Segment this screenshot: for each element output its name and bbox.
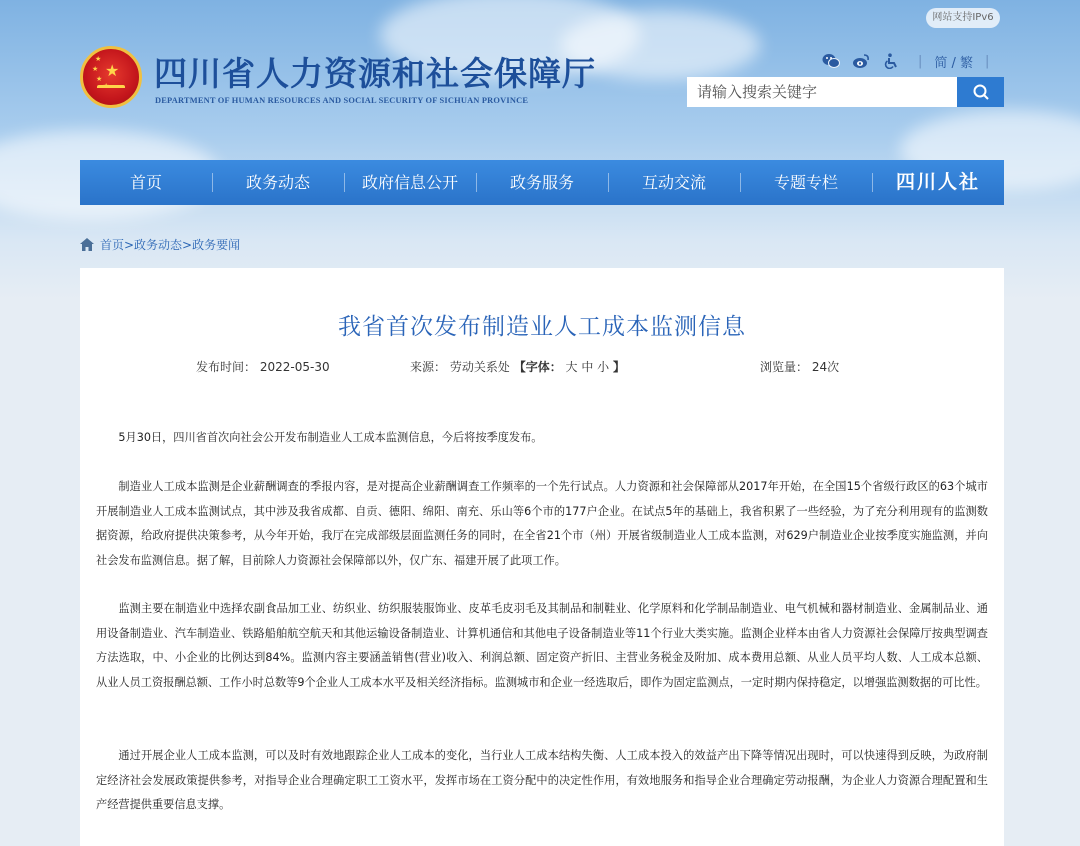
article-paragraph-3: 监测主要在制造业中选择农副食品加工业、纺织业、纺织服装服饰业、皮革毛皮羽毛及其制品和制鞋业、化学原料和化学制品制造业、电气机械和器材制造业、金属制品业、通用设备制造业、汽车制造业、铁路船舶航空航天和其他运输设备制造业、计算机通信和其他电子设备制造业等11个行业大类实施。监测企业样本由省人力资源社会保障厅按典型调查方法选取，中、小企业的比例达到84%。监测内容主要涵盖销售(营业)收入、利润总额、固定资产折旧、主营业务税金及附加、成本费用总额、从业人员平均人数、人工成本总额、从业人员工资报酬总额、工作小时总数等9个企业人工成本水平及相关经济指标。监测城市和企业一经选取后，即作为固定监测点，一定时期内保持稳定，以增强监测数据的可比性。: [96, 602, 988, 689]
search-button[interactable]: [957, 77, 1004, 107]
nav-item-sichuan-hrss-logo[interactable]: 四川人社: [872, 160, 1004, 205]
font-size-switch[interactable]: 大 中 小: [565, 360, 610, 374]
article-paragraph-4: 通过开展企业人工成本监测，可以及时有效地跟踪企业人工成本的变化，当行业人工成本结构失衡、人工成本投入的效益产出下降等情况出现时，可以快速得到反映，为政府制定经济社会发展政策提供参考，对指导企业合理确定职工工资水平，发挥市场在工资分配中的决定性作用，有效地服务和指导企业合理确定劳动报酬，为企业人力资源合理配置和生产经营提供重要信息支撑。: [96, 749, 988, 811]
ipv6-badge: 网站支持IPv6: [926, 8, 1000, 28]
nav-item-news[interactable]: 政务动态: [212, 160, 344, 205]
nav-item-home[interactable]: 首页: [129, 173, 162, 192]
article-paragraph-1: 5月30日，四川省首次向社会公开发布制造业人工成本监测信息，今后将按季度发布。: [118, 431, 543, 444]
publish-label: 发布时间：: [196, 360, 257, 374]
source-value: 劳动关系处: [449, 360, 510, 374]
article-title: 我省首次发布制造业人工成本监测信息: [338, 314, 746, 340]
nav-item-services[interactable]: 政务服务: [476, 160, 608, 205]
nav-item-interaction[interactable]: 互动交流: [608, 160, 740, 205]
publish-info: [196, 358, 330, 375]
home-icon[interactable]: [80, 238, 94, 251]
article-panel: [80, 268, 1004, 846]
weibo-icon[interactable]: [852, 53, 870, 69]
breadcrumb-path[interactable]: 首页>政务动态>政务要闻: [100, 238, 241, 252]
views-label: 浏览量：: [760, 360, 809, 374]
language-switch[interactable]: 简 / 繁: [934, 55, 974, 71]
wechat-icon[interactable]: [822, 53, 840, 69]
breadcrumb: [80, 236, 240, 253]
nav-item-info-disclosure[interactable]: 政府信息公开: [344, 160, 476, 205]
views-value: 24次: [811, 360, 840, 374]
font-size-close: 】: [613, 360, 626, 374]
source-label: 来源：: [410, 360, 447, 374]
accessibility-icon[interactable]: [882, 53, 900, 69]
header-background: [0, 0, 1080, 300]
publish-date: 2022-05-30: [259, 360, 330, 374]
view-count: [760, 358, 839, 375]
search-bar: [687, 77, 1004, 107]
font-size-label: 【字体：: [513, 360, 562, 374]
header-tools: | 简 / 繁 |: [822, 52, 1001, 70]
article-paragraph-2: 制造业人工成本监测是企业薪酬调查的季报内容，是对提高企业薪酬调查工作频率的一个先行试点。人力资源和社会保障部从2017年开始，在全国15个省级行政区的63个城市开展制造业人工成本监测试点，其中涉及我省成都、自贡、德阳、绵阳、南充、乐山等6个市的177户企业。在试点5年的基础上，我省积累了一些经验，为了充分利用现有的监测数据资源，给政府提供决策参考，从今年开始，我厅在完成部级层面监测任务的同时，在全省21个市（州）开展省级制造业人工成本监测，对629户制造业企业按季度实施监测，并向社会发布监测信息。据了解，目前除人力资源社会保障部以外，仅广东、福建开展了此项工作。: [96, 480, 989, 567]
national-emblem-logo[interactable]: ★ ★ ★ ★ ★: [80, 46, 142, 108]
search-input[interactable]: [687, 77, 957, 107]
site-title[interactable]: 四川省人力资源和社会保障厅: [154, 54, 596, 93]
main-nav: [80, 160, 1004, 205]
site-subtitle: DEPARTMENT OF HUMAN RESOURCES AND SOCIAL SECURITY OF SICHUAN PROVINCE: [155, 96, 529, 105]
nav-item-topics[interactable]: 专题专栏: [740, 160, 872, 205]
search-icon: [972, 83, 990, 101]
source-info: [410, 358, 625, 375]
